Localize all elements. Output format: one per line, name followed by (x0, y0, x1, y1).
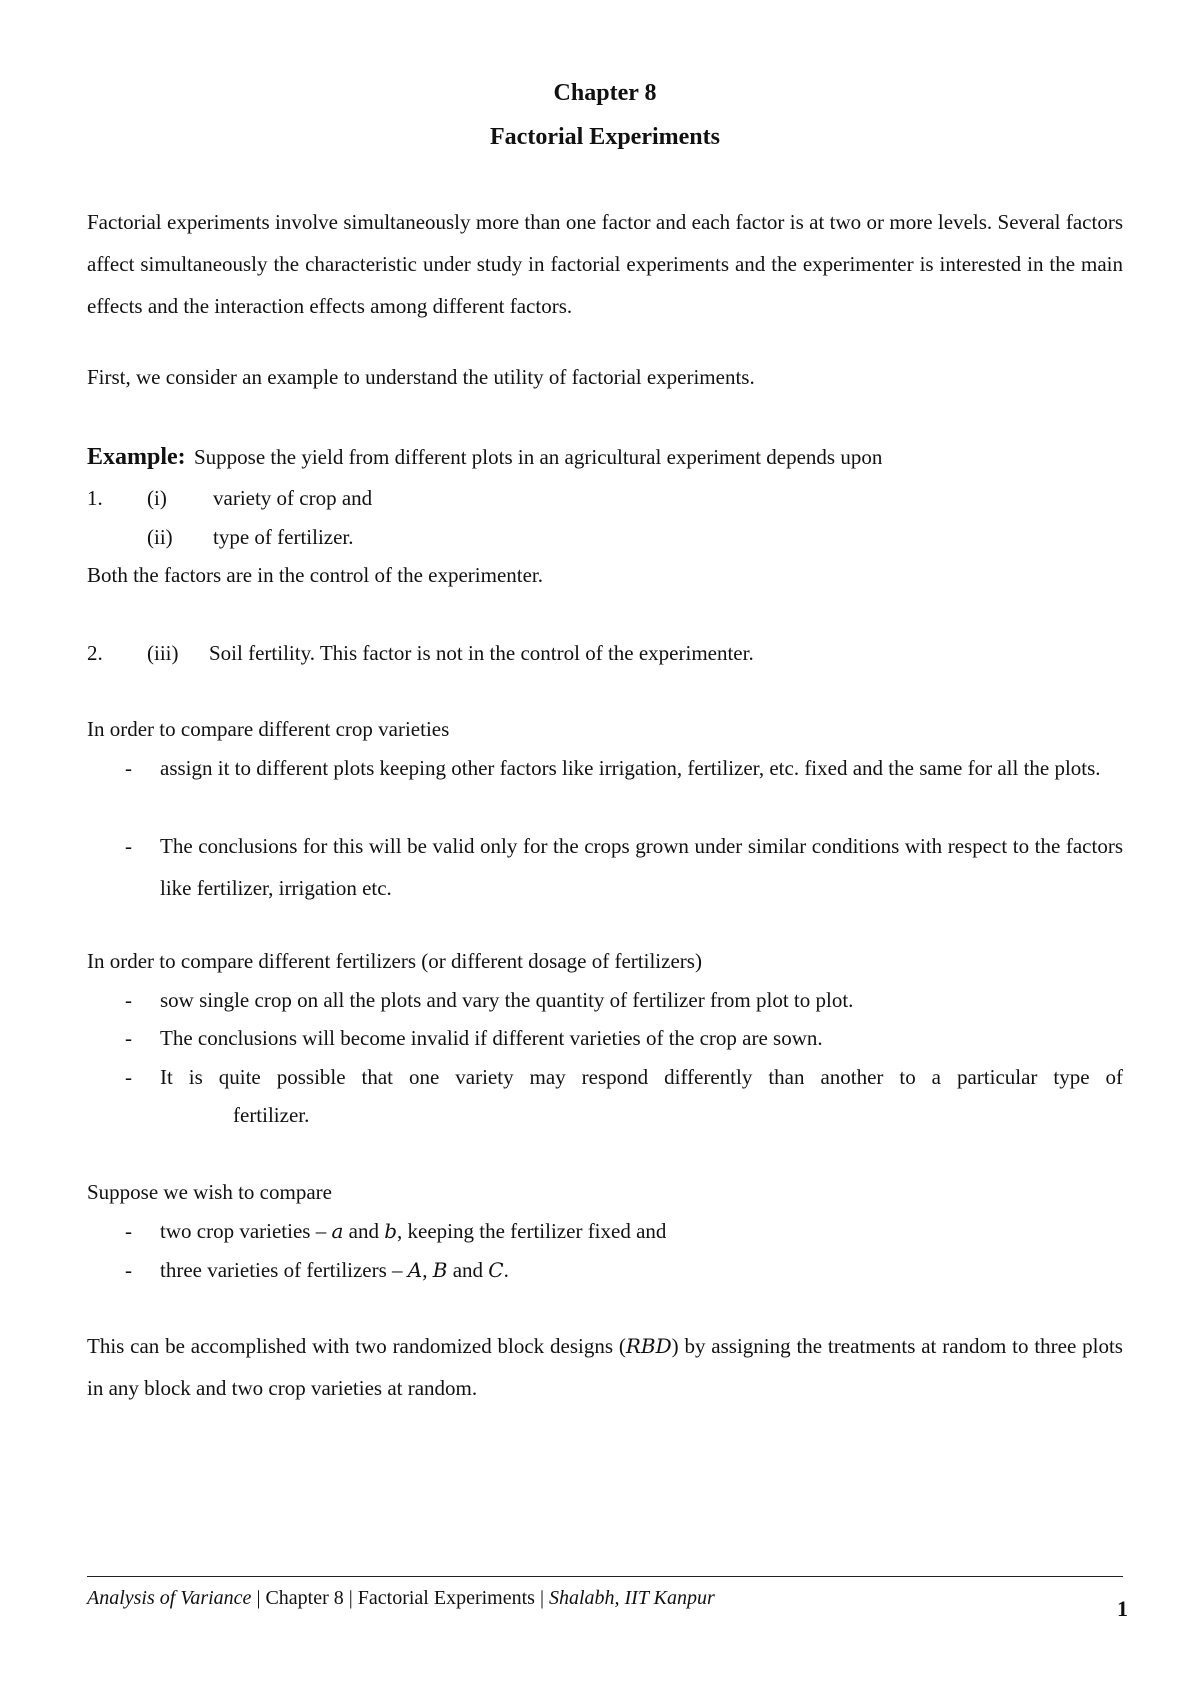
control-note: Both the factors are in the control of the experimenter. (87, 563, 544, 587)
list-item (87, 632, 1123, 674)
page-footer: Analysis of Variance | Chapter 8 | Factorial Experiments | Shalabh, IIT Kanpur (87, 1587, 715, 1609)
crops-lead: In order to compare different crop varieties (87, 717, 450, 741)
footer-divider (87, 1576, 1123, 1577)
bullet-continuation: fertilizer. (233, 1103, 310, 1127)
bullet-dash: - (125, 1219, 132, 1243)
sub-item-text: Soil fertility. This factor is not in the control of the experimenter. (209, 641, 754, 665)
variable-a: a (331, 1219, 344, 1243)
bullet-dash: - (125, 1258, 132, 1282)
example-text: Suppose the yield from different plots in an agricultural experiment depends upon (194, 445, 883, 469)
bullet-dash: - (125, 834, 132, 858)
variable-b: b (384, 1219, 398, 1243)
sub-item-text: variety of crop and (213, 486, 373, 510)
bullet-dash: - (125, 1065, 132, 1089)
sub-item-number: (i) (147, 486, 167, 510)
bullet-text: The conclusions for this will be valid only for the crops grown under similar conditions with respect to the factors like fertilizer, irrigation etc. (160, 834, 1123, 900)
variable-B: B (432, 1258, 448, 1282)
bullet-item (87, 1249, 1123, 1291)
bullet-text: It is quite possible that one variety may respond differently than another to a particular type of (160, 1065, 1123, 1089)
bullet-dash: - (125, 988, 132, 1012)
sub-item-number: (ii) (147, 525, 173, 549)
bullet-dash: - (125, 756, 132, 780)
sub-item-text: type of fertilizer. (213, 525, 354, 549)
example-label: Example: (87, 444, 186, 470)
variable-C: C (488, 1258, 504, 1282)
closing-paragraph: This can be accomplished with two randomized block designs (RBD) by assigning the treatments at random to three plots in any block and two crop varieties at random. (87, 1334, 1123, 1400)
chapter-number: Chapter 8 (553, 80, 657, 106)
footer-book: Analysis of Variance (87, 1587, 252, 1609)
list-number: 2. (87, 641, 103, 665)
bullet-text: two crop varieties – a and b, keeping the fertilizer fixed and (160, 1219, 667, 1243)
footer-author: Shalabh, IIT Kanpur (548, 1587, 715, 1609)
intro-example-sentence: First, we consider an example to understand the utility of factorial experiments. (87, 365, 755, 389)
bullet-text: sow single crop on all the plots and vary the quantity of fertilizer from plot to plot. (160, 988, 854, 1012)
list-number: 1. (87, 486, 103, 510)
fertilizers-lead: In order to compare different fertilizers (or different dosage of fertilizers) (87, 949, 702, 973)
footer-topic: Factorial Experiments (357, 1587, 535, 1609)
sub-item-number: (iii) (147, 641, 179, 665)
intro-paragraph: Factorial experiments involve simultaneously more than one factor and each factor is at two or more levels. Several factors affect simultaneously the characteristic under study in factorial experiments and the experimenter is interested in the main effects and the interaction effects among different factors. (87, 210, 1123, 318)
footer-chapter: Chapter 8 (265, 1587, 344, 1609)
list-item (87, 477, 1123, 519)
compare-lead: Suppose we wish to compare (87, 1180, 332, 1204)
example-heading (87, 436, 1123, 478)
bullet-dash: - (125, 1026, 132, 1050)
variable-A: A (407, 1258, 423, 1282)
bullet-item (87, 1210, 1123, 1252)
bullet-item (87, 1017, 1123, 1059)
bullet-item (87, 979, 1123, 1021)
chapter-title: Factorial Experiments (490, 124, 720, 150)
list-item (87, 516, 1123, 558)
page-number: 1 (1117, 1596, 1128, 1621)
bullet-text: three varieties of fertilizers – A, B and C. (160, 1258, 509, 1282)
document-page (87, 0, 1128, 1696)
bullet-text: assign it to different plots keeping other factors like irrigation, fertilizer, etc. fixed and the same for all the plots. (160, 756, 1101, 780)
bullet-text: The conclusions will become invalid if different varieties of the crop are sown. (160, 1026, 823, 1050)
rbd-abbrev: RBD (625, 1334, 672, 1358)
